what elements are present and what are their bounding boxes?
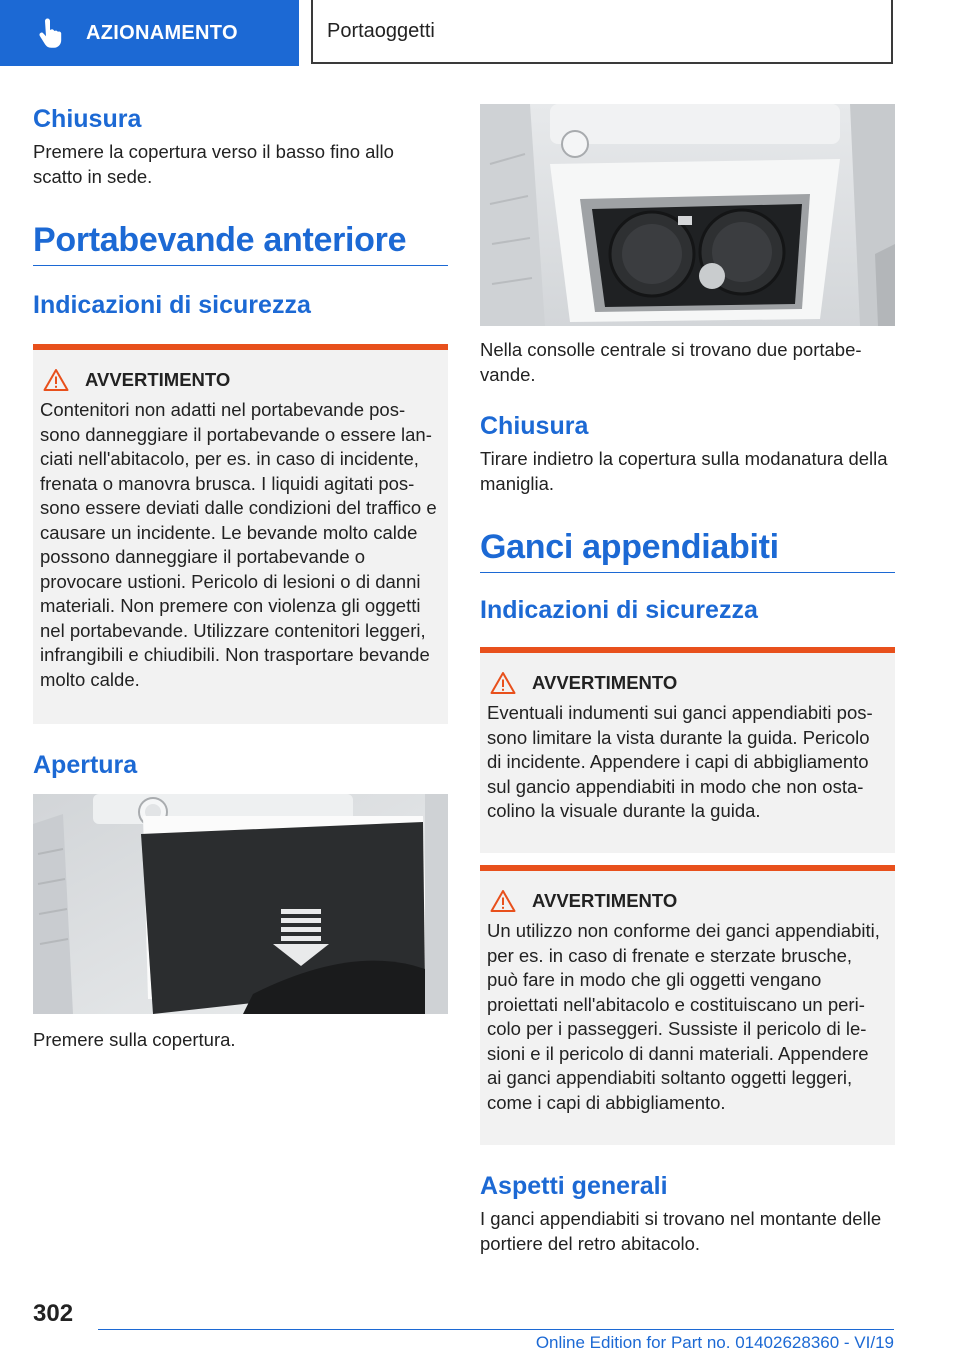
- hand-pointer-icon: [38, 18, 66, 48]
- warning-title: [487, 889, 885, 913]
- warning-triangle-icon: [43, 368, 69, 392]
- warning-text: Eventuali indumenti sui ganci appendiabiti possono limitare la vista durante la guida. Pericolo di incidente. Appendere i capi di abbigliamento sul gancio appendiabiti in modo che non ostacolino la visuale durante la guida.: [487, 702, 873, 821]
- warning-box: [33, 344, 448, 724]
- section-divider: [33, 265, 448, 266]
- cupholder-illustration: [480, 104, 895, 326]
- ganci-heading: Ganci appendiabiti: [480, 528, 779, 566]
- sicurezza-heading: Indicazioni di sicurezza: [33, 291, 311, 319]
- page-number: 302: [33, 1300, 74, 1327]
- warning-triangle-icon: [490, 671, 516, 695]
- cupholder-caption: Nella consolle centrale si trovano due portabevande.: [480, 339, 862, 385]
- warning-title-text: AVVERTIMENTO: [532, 672, 678, 693]
- aspetti-text: I ganci appendiabiti si trovano nel montante delle portiere del retro abitacolo.: [480, 1208, 882, 1254]
- chapter-title: Portaoggetti: [327, 19, 435, 42]
- section-tab[interactable]: [0, 0, 299, 66]
- edition-footer[interactable]: Online Edition for Part no. 01402628360 - VI/19: [535, 1333, 894, 1352]
- warning-triangle-icon: [490, 889, 516, 913]
- left-column: [33, 104, 448, 1053]
- cupholder-image: [480, 104, 895, 326]
- section-label: AZIONAMENTO: [86, 21, 238, 44]
- warning-text: Contenitori non adatti nel portabevande possono danneggiare il portabevande o essere lanciati nell'abitacolo, per es. in caso di incidente, frenata o manovra brusca. I liquidi agitati possono essere deviati dalle condizioni del traffico e causare un incidente. Le bevande molto calde possono danneggiare il portabevande o provocare ustioni. Pericolo di lesioni o di danni materiali. Non premere con violenza gli oggetti nel portabevande. Utilizzare contenitori leggeri, infrangibili e chiudibili. Non trasportare bevande molto calde.: [40, 399, 437, 690]
- warning-title: [40, 368, 438, 392]
- chapter-header: [311, 0, 893, 64]
- chiusura-heading-right: Chiusura: [480, 412, 589, 440]
- warning-box-2: [480, 865, 895, 1145]
- chiusura-text: Premere la copertura verso il basso fino allo scatto in sede.: [33, 141, 394, 187]
- warning-title-text: AVVERTIMENTO: [85, 369, 231, 390]
- apertura-caption: Premere sulla copertura.: [33, 1029, 236, 1050]
- portabevande-heading: Portabevande anteriore: [33, 221, 407, 259]
- sicurezza-heading-right: Indicazioni di sicurezza: [480, 596, 758, 624]
- section-divider-right: [480, 572, 895, 573]
- apertura-heading: Apertura: [33, 751, 138, 779]
- console-cover-illustration: [33, 794, 448, 1014]
- right-column: [480, 104, 895, 1256]
- warning-title: [487, 671, 885, 695]
- warning-text: Un utilizzo non conforme dei ganci appendiabiti, per es. in caso di frenate e sterzate brusche, può fare in modo che gli oggetti vengano proiettati nell'abitacolo e costituiscano un pericolo per i passeggeri. Sussiste il pericolo di lesioni e il pericolo di danni materiali. Appendere ai ganci appendiabiti soltanto oggetti leggeri, come i capi di abbigliamento.: [487, 920, 880, 1113]
- warning-box-1: [480, 647, 895, 853]
- chiusura-heading: Chiusura: [33, 105, 142, 133]
- cover-image: [33, 794, 448, 1014]
- chiusura-text-right: Tirare indietro la copertura sulla modanatura della maniglia.: [480, 448, 888, 494]
- footer-divider: [98, 1329, 894, 1330]
- warning-title-text: AVVERTIMENTO: [532, 890, 678, 911]
- aspetti-heading: Aspetti generali: [480, 1172, 668, 1200]
